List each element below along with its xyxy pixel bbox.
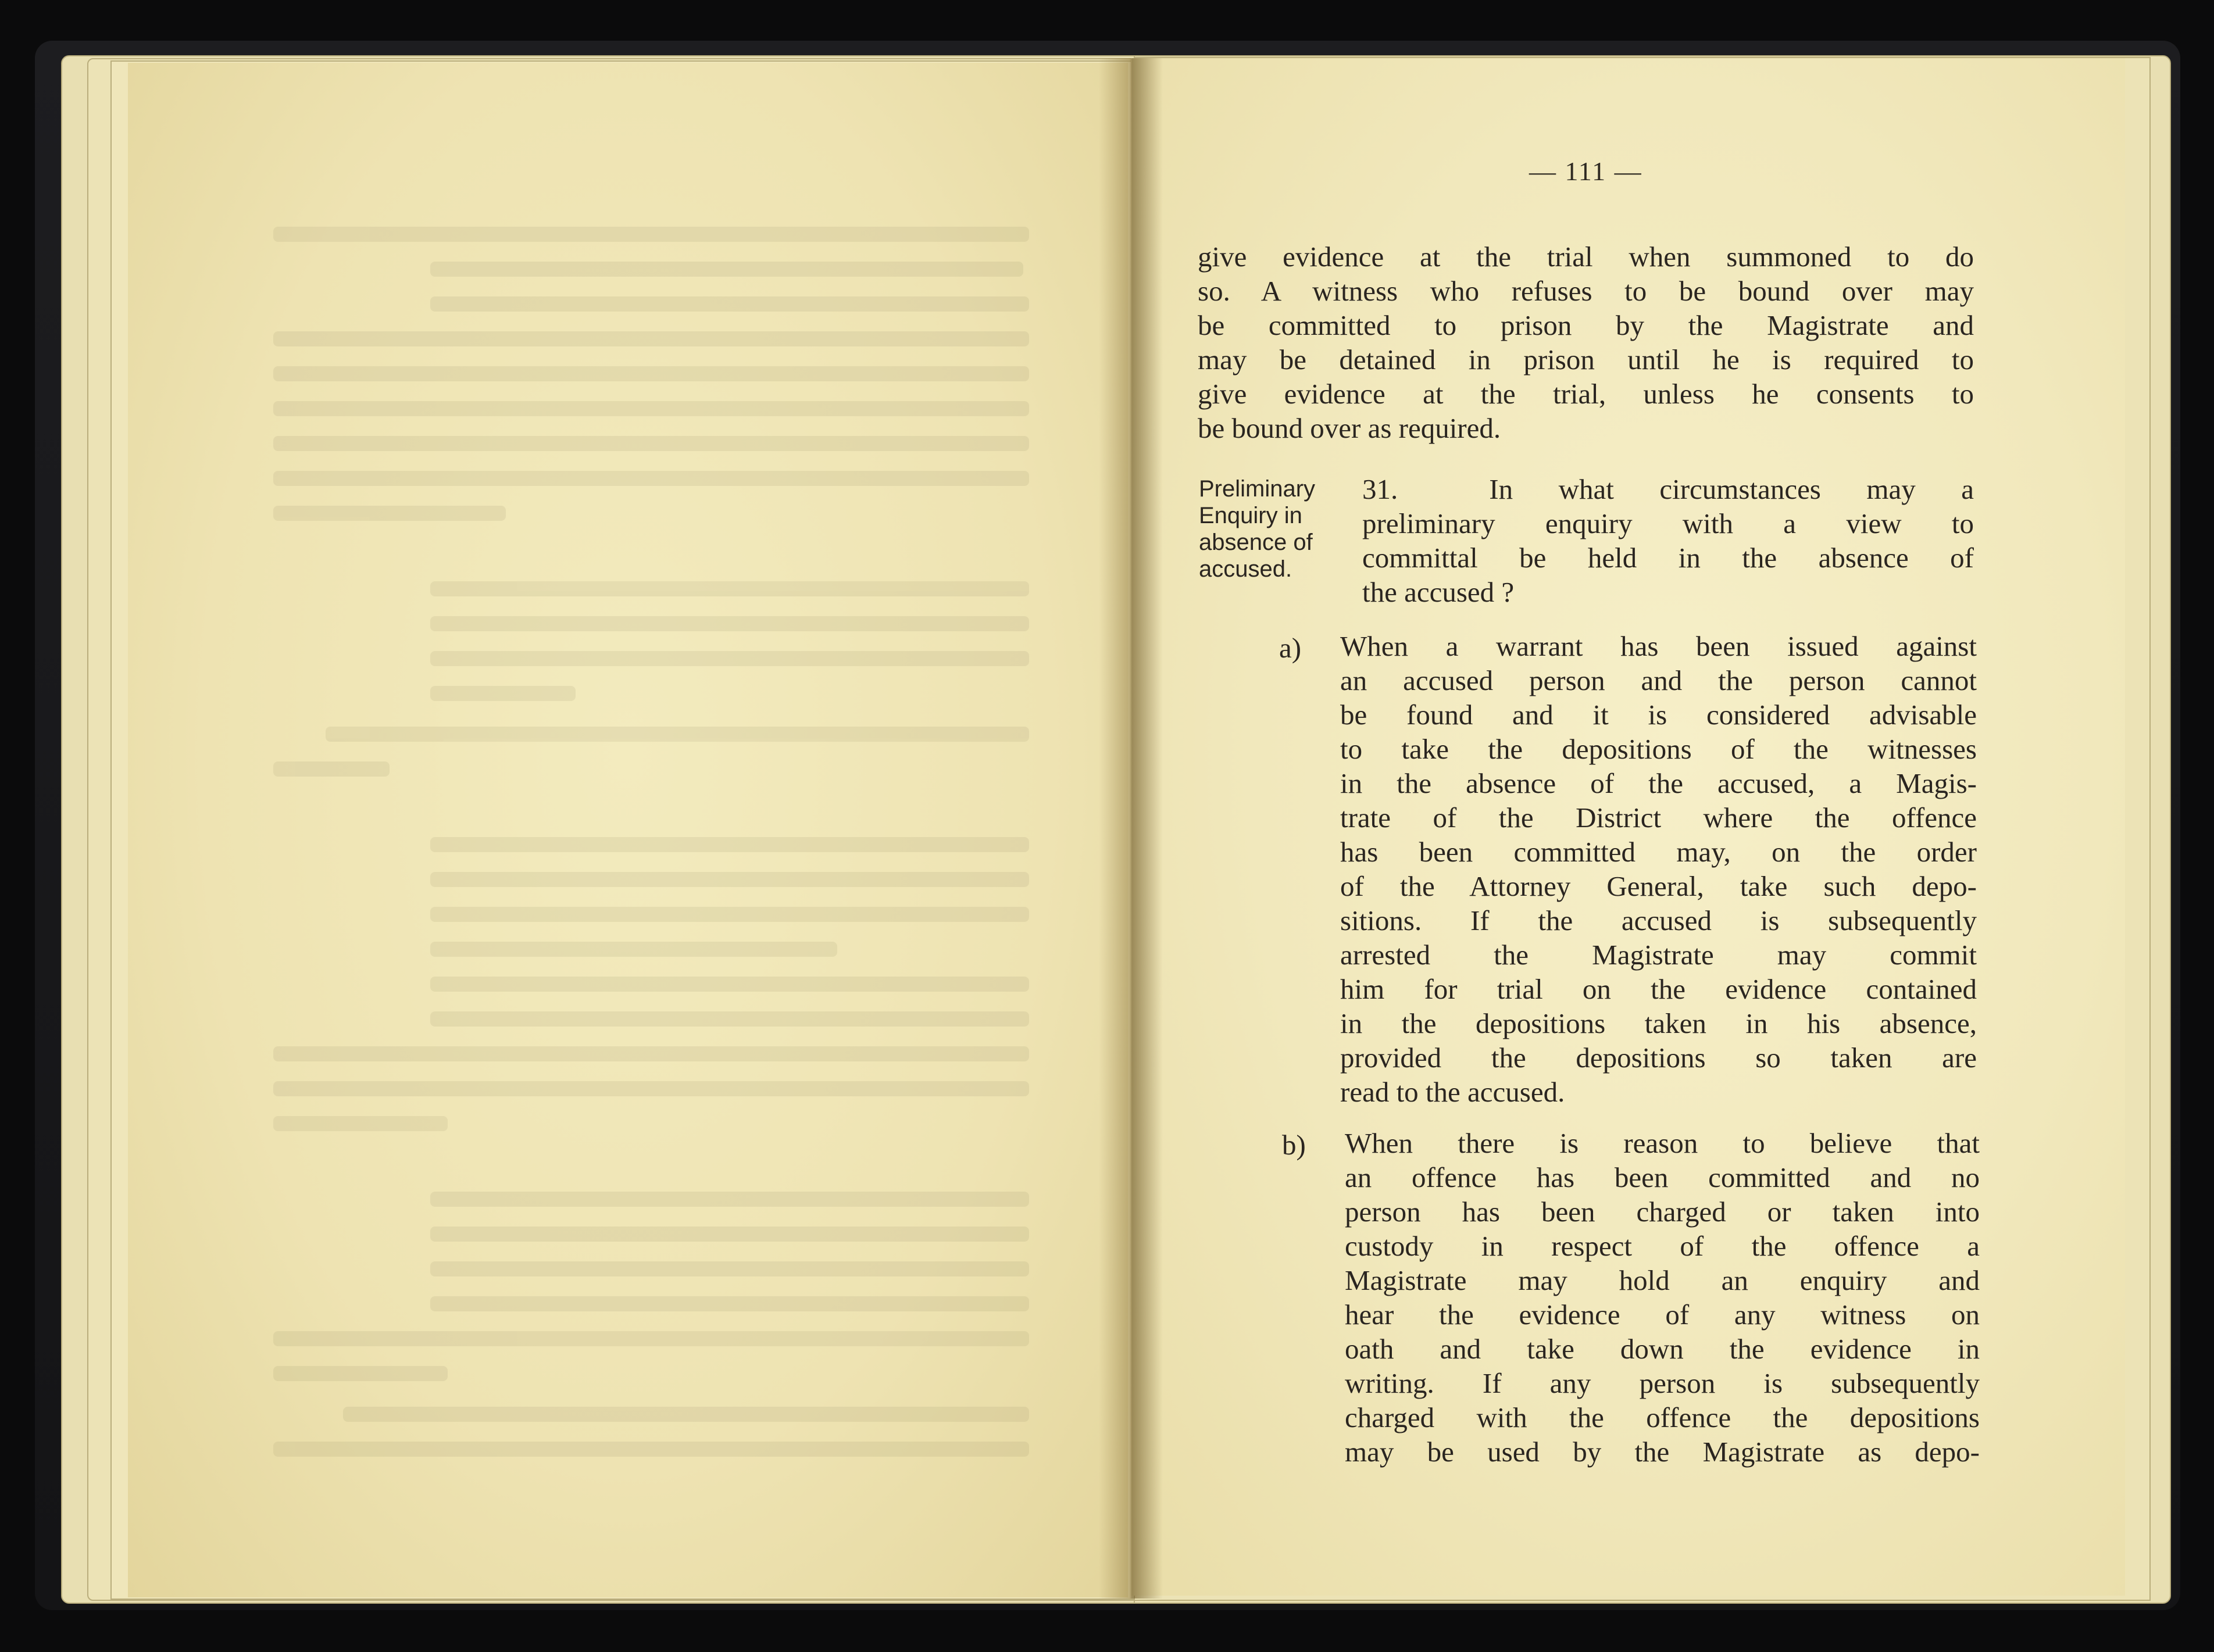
question-31: [1362, 472, 1974, 609]
text-line: arrested the Magistrate may commit: [1340, 939, 1977, 971]
question-line: In what circumstances may a: [1489, 473, 1974, 505]
text-line: may be detained in prison until he is required to: [1198, 344, 1974, 376]
question-line: the accused ?: [1362, 576, 1515, 608]
text-line: an offence has been committed and no: [1345, 1161, 1980, 1193]
margin-note: Preliminary Enquiry in absence of accused.: [1199, 476, 1316, 582]
text-line: hear the evidence of any witness on: [1345, 1299, 1980, 1331]
text-line: so. A witness who refuses to be bound over may: [1198, 275, 1974, 307]
text-line: charged with the offence the depositions: [1345, 1401, 1980, 1433]
text-line: give evidence at the trial when summoned to do: [1198, 241, 1974, 273]
text-line: give evidence at the trial, unless he consents to: [1198, 378, 1974, 410]
item-label-b: b): [1282, 1129, 1306, 1161]
question-line: committal be held in the absence of: [1362, 542, 1974, 574]
text-line: person has been charged or taken into: [1345, 1196, 1980, 1228]
text-line: in the depositions taken in his absence,: [1340, 1007, 1977, 1039]
answer-item-b: [1345, 1126, 1980, 1469]
question-line: preliminary enquiry with a view to: [1362, 507, 1974, 539]
text-line: provided the depositions so taken are: [1340, 1042, 1977, 1074]
text-line: read to the accused.: [1340, 1076, 1565, 1108]
text-line: When there is reason to believe that: [1345, 1127, 1980, 1159]
text-line: sitions. If the accused is subsequently: [1340, 904, 1977, 936]
show-through-marks: [256, 221, 1058, 1471]
text-line: be found and it is considered advisable: [1340, 699, 1977, 731]
text-line: him for trial on the evidence contained: [1340, 973, 1977, 1005]
text-line: trate of the District where the offence: [1340, 802, 1977, 834]
book-gutter: [1099, 58, 1163, 1599]
item-label-a: a): [1279, 632, 1302, 664]
answer-item-a: [1340, 629, 1977, 1109]
page-number: — 111 —: [1529, 156, 1642, 186]
text-line: has been committed may, on the order: [1340, 836, 1977, 868]
text-line: custody in respect of the offence a: [1345, 1230, 1980, 1262]
continuation-paragraph: [1198, 239, 1974, 445]
text-line: may be used by the Magistrate as depo-: [1345, 1436, 1980, 1468]
text-line: When a warrant has been issued against: [1340, 630, 1977, 662]
text-line: to take the depositions of the witnesses: [1340, 733, 1977, 765]
text-line: Magistrate may hold an enquiry and: [1345, 1264, 1980, 1296]
text-line: of the Attorney General, take such depo-: [1340, 870, 1977, 902]
text-line: writing. If any person is subsequently: [1345, 1367, 1980, 1399]
text-line: be committed to prison by the Magistrate and: [1198, 309, 1974, 341]
text-line: an accused person and the person cannot: [1340, 664, 1977, 696]
question-number: 31.: [1362, 473, 1398, 505]
text-line: oath and take down the evidence in: [1345, 1333, 1980, 1365]
text-line: be bound over as required.: [1198, 412, 1501, 444]
text-line: in the absence of the accused, a Magis-: [1340, 767, 1977, 799]
